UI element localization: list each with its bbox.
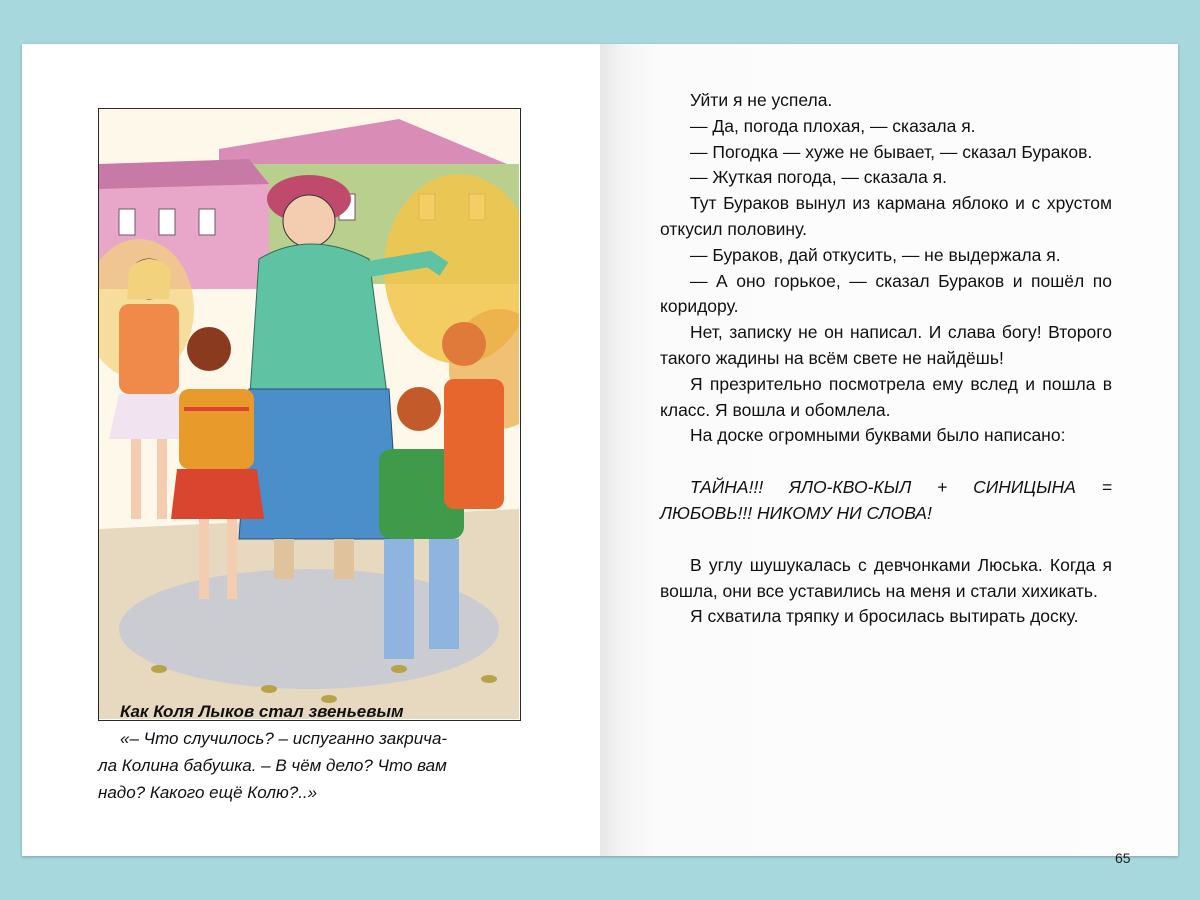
paragraph: — Да, погода плохая, — сказала я. bbox=[690, 115, 976, 136]
paragraph: — Жуткая погода, — сказала я. bbox=[690, 167, 948, 188]
blackboard-message: ТАЙНА!!! ЯЛО-КВО-КЫЛ + СИНИЦЫНА = ЛЮБОВЬ!!! НИКОМУ НИ СЛОВА! bbox=[660, 477, 1112, 523]
paragraph: Я презрительно посмотрела ему вслед и пошла в класс. Я вошла и обомлела. bbox=[660, 373, 1112, 420]
paragraph: Я схватила тряпку и бросилась вытирать доску. bbox=[690, 606, 1079, 627]
illustration-caption bbox=[98, 698, 532, 806]
caption-quote-line3: надо? Какого ещё Колю?..» bbox=[98, 783, 318, 802]
illustration-icon bbox=[99, 109, 519, 719]
caption-quote-line2: ла Колина бабушка. – В чём дело? Что вам bbox=[98, 756, 447, 775]
paragraph: Уйти я не успела. bbox=[690, 90, 833, 110]
pink-roof bbox=[99, 159, 269, 189]
left-page bbox=[22, 44, 600, 856]
book-spread bbox=[22, 44, 1178, 866]
story-illustration bbox=[98, 108, 521, 721]
caption-title: Как Коля Лыков стал звеньевым bbox=[120, 702, 404, 721]
paragraph: Нет, записку не он написал. И слава богу! Второго такого жадины на всём свете не найдёшь! bbox=[660, 322, 1112, 368]
caption-quote-line1: «– Что случилось? – испуганно закрича- bbox=[120, 729, 448, 748]
paragraph: В углу шушукалась с девчонками Люська. Когда я вошла, они все уставились на меня и стали хихикать. bbox=[660, 554, 1112, 601]
story-text bbox=[660, 88, 1112, 630]
paragraph: — А оно горькое, — сказал Бураков и пошёл по коридору. bbox=[660, 270, 1112, 317]
page-number: 65 bbox=[1115, 850, 1131, 866]
paragraph: — Погодка — хуже не бывает, — сказал Бураков. bbox=[690, 141, 1093, 162]
paragraph: — Бураков, дай откусить, — не выдержала я. bbox=[690, 244, 1061, 265]
paragraph: Тут Бураков вынул из кармана яблоко и с хрустом откусил половину. bbox=[660, 193, 1112, 239]
paragraph: На доске огромными буквами было написано: bbox=[690, 425, 1066, 446]
